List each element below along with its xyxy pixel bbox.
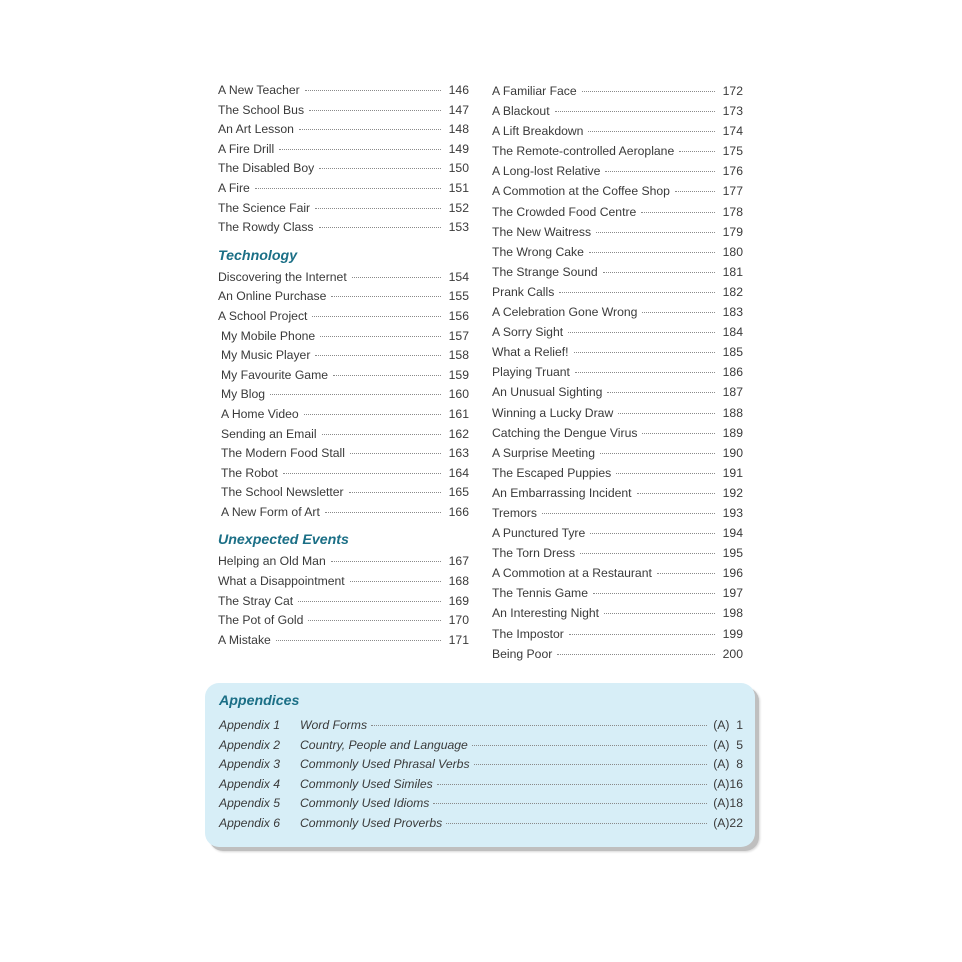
appendices-panel bbox=[205, 683, 755, 847]
toc-entry-page: 166 bbox=[448, 504, 469, 519]
toc-entry-page: 184 bbox=[722, 325, 743, 340]
toc-entry-title: An Online Purchase bbox=[218, 289, 327, 304]
dot-leader bbox=[679, 151, 715, 152]
toc-entry[interactable] bbox=[218, 307, 469, 327]
appendix-page: (A) 1 bbox=[713, 718, 743, 732]
dot-leader bbox=[575, 372, 715, 373]
toc-entry-title: A Punctured Tyre bbox=[492, 526, 586, 541]
toc-entry-title: The Robot bbox=[221, 465, 278, 480]
toc-entry-page: 183 bbox=[722, 305, 743, 320]
toc-entry-title: The Remote-controlled Aeroplane bbox=[492, 144, 675, 159]
toc-entry-title: Playing Truant bbox=[492, 365, 570, 380]
toc-entry[interactable] bbox=[492, 202, 743, 222]
toc-entry[interactable] bbox=[218, 81, 469, 101]
section-heading-appendices: Appendices bbox=[219, 693, 300, 709]
toc-entry-page: 159 bbox=[448, 367, 469, 382]
appendix-entry[interactable] bbox=[219, 716, 743, 736]
toc-entry-page: 148 bbox=[448, 122, 469, 137]
toc-entry[interactable] bbox=[218, 631, 469, 651]
toc-entry-page: 155 bbox=[448, 289, 469, 304]
toc-entry-page: 154 bbox=[448, 269, 469, 284]
toc-entry[interactable] bbox=[492, 543, 743, 563]
dot-leader bbox=[270, 394, 441, 395]
toc-entry-title: The Tennis Game bbox=[492, 586, 588, 601]
dot-leader bbox=[331, 296, 441, 297]
appendix-title: Country, People and Language bbox=[300, 737, 468, 752]
toc-entry-page: 190 bbox=[722, 445, 743, 460]
dot-leader bbox=[299, 129, 441, 130]
toc-entry-title: A School Project bbox=[218, 308, 308, 323]
appendix-entry[interactable] bbox=[219, 755, 743, 775]
appendix-page: (A)18 bbox=[713, 796, 743, 811]
toc-entry[interactable] bbox=[218, 425, 469, 445]
toc-entry[interactable] bbox=[218, 101, 469, 121]
dot-leader bbox=[312, 316, 441, 317]
toc-entry-title: Helping an Old Man bbox=[218, 554, 326, 569]
toc-entry-page: 176 bbox=[722, 164, 743, 179]
toc-entry[interactable] bbox=[492, 322, 743, 342]
toc-entry-page: 178 bbox=[722, 204, 743, 219]
toc-entry[interactable] bbox=[218, 503, 469, 523]
toc-entry-page: 198 bbox=[722, 606, 743, 621]
dot-leader bbox=[304, 414, 441, 415]
toc-entry-title: The Disabled Boy bbox=[218, 161, 315, 176]
toc-entry-title: The School Bus bbox=[218, 102, 305, 117]
toc-entry-title: An Embarrassing Incident bbox=[492, 485, 632, 500]
appendix-label: Appendix 5 bbox=[219, 796, 280, 811]
appendix-page: (A) 5 bbox=[713, 737, 743, 752]
toc-entry-title: A Home Video bbox=[221, 406, 299, 421]
toc-entry-page: 160 bbox=[448, 387, 469, 402]
toc-entry-page: 179 bbox=[722, 224, 743, 239]
appendix-label: Appendix 4 bbox=[219, 776, 280, 791]
appendix-title: Commonly Used Similes bbox=[300, 776, 433, 791]
toc-entry-title: Tremors bbox=[492, 505, 537, 520]
toc-entry-page: 197 bbox=[722, 586, 743, 601]
dot-leader bbox=[333, 375, 441, 376]
toc-entry-title: An Interesting Night bbox=[492, 606, 600, 621]
toc-entry-title: A Fire Drill bbox=[218, 141, 275, 156]
toc-entry[interactable] bbox=[492, 242, 743, 262]
dot-leader bbox=[593, 593, 715, 594]
toc-entry-title: The Escaped Puppies bbox=[492, 465, 612, 480]
toc-entry-page: 182 bbox=[722, 284, 743, 299]
toc-right-column bbox=[492, 81, 743, 664]
dot-leader bbox=[600, 453, 715, 454]
dot-leader bbox=[474, 764, 708, 765]
toc-entry[interactable] bbox=[218, 268, 469, 288]
appendix-label: Appendix 2 bbox=[219, 737, 280, 752]
toc-entry-page: 151 bbox=[448, 180, 469, 195]
toc-entry-page: 194 bbox=[722, 526, 743, 541]
toc-entry-title: The New Waitress bbox=[492, 224, 592, 239]
toc-entry[interactable] bbox=[218, 346, 469, 366]
toc-entry[interactable] bbox=[218, 483, 469, 503]
toc-entry[interactable] bbox=[492, 443, 743, 463]
toc-entry-title: The Rowdy Class bbox=[218, 220, 314, 235]
toc-entry[interactable] bbox=[218, 592, 469, 612]
dot-leader bbox=[349, 492, 441, 493]
toc-entry-title: A Lift Breakdown bbox=[492, 124, 584, 139]
dot-leader bbox=[605, 171, 715, 172]
toc-entry-page: 192 bbox=[722, 485, 743, 500]
dot-leader bbox=[322, 434, 441, 435]
toc-entry-page: 174 bbox=[722, 124, 743, 139]
toc-entry-title: A Blackout bbox=[492, 104, 550, 119]
toc-entry[interactable] bbox=[218, 572, 469, 592]
dot-leader bbox=[305, 90, 441, 91]
toc-entry-page: 168 bbox=[448, 574, 469, 589]
dot-leader bbox=[298, 601, 441, 602]
toc-entry[interactable] bbox=[492, 121, 743, 141]
dot-leader bbox=[446, 823, 707, 824]
dot-leader bbox=[557, 654, 715, 655]
toc-entry-title: Sending an Email bbox=[221, 426, 317, 441]
appendix-title: Commonly Used Phrasal Verbs bbox=[300, 757, 470, 772]
dot-leader bbox=[279, 149, 441, 150]
toc-entry[interactable] bbox=[218, 199, 469, 219]
toc-entry[interactable] bbox=[492, 463, 743, 483]
toc-entry[interactable] bbox=[492, 523, 743, 543]
toc-entry-title: A Sorry Sight bbox=[492, 325, 564, 340]
dot-leader bbox=[350, 581, 441, 582]
toc-entry[interactable] bbox=[218, 140, 469, 160]
dot-leader bbox=[657, 573, 715, 574]
dot-leader bbox=[574, 352, 715, 353]
toc-entry-page: 165 bbox=[448, 485, 469, 500]
toc-entry-page: 180 bbox=[722, 244, 743, 259]
dot-leader bbox=[641, 212, 715, 213]
dot-leader bbox=[319, 227, 441, 228]
toc-entry-page: 147 bbox=[448, 102, 469, 117]
section-heading-technology: Technology bbox=[218, 247, 298, 264]
toc-entry-title: The Modern Food Stall bbox=[221, 446, 345, 461]
toc-entry-page: 195 bbox=[722, 546, 743, 561]
toc-entry-title: Discovering the Internet bbox=[218, 269, 347, 284]
toc-entry[interactable] bbox=[492, 603, 743, 623]
toc-entry-page: 162 bbox=[448, 426, 469, 441]
dot-leader bbox=[319, 168, 441, 169]
appendix-label: Appendix 3 bbox=[219, 757, 280, 772]
toc-entry-page: 146 bbox=[448, 83, 469, 97]
toc-entry[interactable] bbox=[492, 302, 743, 322]
dot-leader bbox=[542, 513, 715, 514]
dot-leader bbox=[320, 336, 441, 337]
toc-entry-page: 153 bbox=[448, 220, 469, 235]
toc-entry[interactable] bbox=[492, 644, 743, 664]
toc-entry-title: A Celebration Gone Wrong bbox=[492, 305, 638, 320]
appendix-page: (A)22 bbox=[713, 815, 743, 830]
dot-leader bbox=[604, 613, 715, 614]
toc-entry[interactable] bbox=[218, 218, 469, 238]
dot-leader bbox=[283, 473, 441, 474]
dot-leader bbox=[675, 191, 715, 192]
appendix-label: Appendix 6 bbox=[219, 815, 280, 830]
dot-leader bbox=[555, 111, 715, 112]
dot-leader bbox=[569, 634, 715, 635]
toc-entry-title: An Unusual Sighting bbox=[492, 385, 603, 400]
toc-entry[interactable] bbox=[218, 366, 469, 386]
dot-leader bbox=[588, 131, 715, 132]
toc-entry[interactable] bbox=[492, 141, 743, 161]
toc-left-column bbox=[218, 81, 469, 650]
dot-leader bbox=[315, 355, 441, 356]
toc-entry-page: 167 bbox=[448, 554, 469, 569]
toc-entry-page: 191 bbox=[722, 465, 743, 480]
dot-leader bbox=[472, 745, 707, 746]
toc-entry-title: The School Newsletter bbox=[221, 485, 344, 500]
toc-entry[interactable] bbox=[218, 120, 469, 140]
toc-entry-page: 150 bbox=[448, 161, 469, 176]
toc-entry-title: The Wrong Cake bbox=[492, 244, 584, 259]
toc-entry-title: The Stray Cat bbox=[218, 593, 294, 608]
toc-entry[interactable] bbox=[492, 483, 743, 503]
dot-leader bbox=[350, 453, 441, 454]
appendix-entry[interactable] bbox=[219, 814, 743, 834]
toc-entry-page: 171 bbox=[448, 632, 469, 647]
dot-leader bbox=[308, 620, 441, 621]
appendix-entry[interactable] bbox=[219, 736, 743, 756]
toc-entry[interactable] bbox=[492, 624, 743, 644]
toc-entry[interactable] bbox=[492, 382, 743, 402]
toc-entry-title: What a Relief! bbox=[492, 345, 569, 360]
toc-entry-page: 149 bbox=[448, 141, 469, 156]
toc-entry[interactable] bbox=[218, 385, 469, 405]
toc-entry[interactable] bbox=[492, 81, 743, 101]
toc-entry-title: A Fire bbox=[218, 180, 250, 195]
toc-entry-title: A Surprise Meeting bbox=[492, 445, 595, 460]
toc-entry-title: The Strange Sound bbox=[492, 264, 598, 279]
toc-entry-title: My Music Player bbox=[221, 348, 311, 363]
toc-entry-title: My Favourite Game bbox=[221, 367, 329, 382]
toc-entry-page: 152 bbox=[448, 200, 469, 215]
dot-leader bbox=[596, 232, 715, 233]
dot-leader bbox=[568, 332, 715, 333]
dot-leader bbox=[437, 784, 707, 785]
toc-entry-title: Winning a Lucky Draw bbox=[492, 405, 614, 420]
toc-entry-page: 158 bbox=[448, 348, 469, 363]
appendix-label: Appendix 1 bbox=[219, 718, 280, 732]
dot-leader bbox=[433, 803, 707, 804]
dot-leader bbox=[559, 292, 715, 293]
toc-entry-page: 199 bbox=[722, 626, 743, 641]
toc-entry-title: The Impostor bbox=[492, 626, 564, 641]
toc-entry[interactable] bbox=[492, 222, 743, 242]
dot-leader bbox=[607, 392, 715, 393]
toc-entry-page: 177 bbox=[722, 184, 743, 199]
toc-entry-page: 181 bbox=[722, 264, 743, 279]
dot-leader bbox=[371, 725, 707, 726]
toc-group-unexpected-events bbox=[218, 552, 469, 650]
toc-entry-page: 196 bbox=[722, 566, 743, 581]
toc-entry-title: The Pot of Gold bbox=[218, 613, 304, 628]
dot-leader bbox=[352, 277, 441, 278]
dot-leader bbox=[618, 413, 715, 414]
toc-entry[interactable] bbox=[218, 405, 469, 425]
toc-entry-page: 170 bbox=[448, 613, 469, 628]
dot-leader bbox=[642, 312, 715, 313]
appendix-page: (A)16 bbox=[713, 776, 743, 791]
dot-leader bbox=[616, 473, 715, 474]
toc-entry-page: 200 bbox=[722, 646, 743, 661]
toc-entry[interactable] bbox=[492, 503, 743, 523]
toc-entry-title: An Art Lesson bbox=[218, 122, 294, 137]
toc-entry[interactable] bbox=[492, 362, 743, 382]
dot-leader bbox=[637, 493, 715, 494]
toc-entry-title: A Familiar Face bbox=[492, 84, 577, 98]
toc-entry[interactable] bbox=[492, 181, 743, 201]
appendix-title: Commonly Used Proverbs bbox=[300, 815, 443, 830]
dot-leader bbox=[309, 110, 441, 111]
toc-entry-page: 172 bbox=[722, 84, 743, 98]
dot-leader bbox=[255, 188, 441, 189]
toc-entry-title: Prank Calls bbox=[492, 284, 555, 299]
toc-group-general bbox=[218, 81, 469, 238]
toc-entry[interactable] bbox=[492, 403, 743, 423]
appendix-entry[interactable] bbox=[219, 775, 743, 795]
toc-entry-title: The Science Fair bbox=[218, 200, 311, 215]
toc-entry-page: 186 bbox=[722, 365, 743, 380]
toc-entry[interactable] bbox=[218, 464, 469, 484]
toc-entry-title: Being Poor bbox=[492, 646, 553, 661]
dot-leader bbox=[582, 91, 715, 92]
toc-entry[interactable] bbox=[492, 262, 743, 282]
toc-entry[interactable] bbox=[218, 611, 469, 631]
appendix-page: (A) 8 bbox=[713, 757, 743, 772]
appendix-entry[interactable] bbox=[219, 794, 743, 814]
toc-entry[interactable] bbox=[492, 563, 743, 583]
toc-entry-page: 187 bbox=[722, 385, 743, 400]
toc-entry-title: What a Disappointment bbox=[218, 574, 345, 589]
dot-leader bbox=[331, 561, 441, 562]
toc-entry[interactable] bbox=[218, 444, 469, 464]
toc-entry-page: 193 bbox=[722, 505, 743, 520]
appendix-list bbox=[219, 716, 743, 834]
toc-entry-title: A Commotion at the Coffee Shop bbox=[492, 184, 670, 199]
toc-entry-title: Catching the Dengue Virus bbox=[492, 425, 638, 440]
toc-entry-title: The Crowded Food Centre bbox=[492, 204, 637, 219]
section-heading-unexpected-events: Unexpected Events bbox=[218, 532, 349, 549]
toc-group-technology bbox=[218, 268, 469, 523]
toc-entry[interactable] bbox=[492, 583, 743, 603]
toc-entry-page: 175 bbox=[722, 144, 743, 159]
toc-entry[interactable] bbox=[218, 552, 469, 572]
toc-entry-title: The Torn Dress bbox=[492, 546, 576, 561]
toc-entry-title: A Mistake bbox=[218, 632, 271, 647]
toc-entry[interactable] bbox=[218, 159, 469, 179]
toc-entry-title: A New Teacher bbox=[218, 83, 300, 97]
toc-entry[interactable] bbox=[492, 342, 743, 362]
toc-entry-title: A New Form of Art bbox=[221, 504, 320, 519]
toc-entry-page: 189 bbox=[722, 425, 743, 440]
dot-leader bbox=[315, 208, 441, 209]
toc-entry-page: 156 bbox=[448, 308, 469, 323]
toc-entry-title: A Long-lost Relative bbox=[492, 164, 601, 179]
toc-entry[interactable] bbox=[492, 282, 743, 302]
dot-leader bbox=[642, 433, 715, 434]
dot-leader bbox=[325, 512, 441, 513]
dot-leader bbox=[276, 640, 441, 641]
toc-entry-title: A Commotion at a Restaurant bbox=[492, 566, 652, 581]
toc-entry-title: My Mobile Phone bbox=[221, 328, 316, 343]
toc-entry-title: My Blog bbox=[221, 387, 266, 402]
toc-entry-page: 157 bbox=[448, 328, 469, 343]
dot-leader bbox=[590, 533, 715, 534]
dot-leader bbox=[580, 553, 715, 554]
toc-entry[interactable] bbox=[492, 101, 743, 121]
toc-entry[interactable] bbox=[492, 161, 743, 181]
toc-entry-page: 173 bbox=[722, 104, 743, 119]
toc-entry[interactable] bbox=[218, 287, 469, 307]
toc-entry-page: 163 bbox=[448, 446, 469, 461]
toc-entry[interactable] bbox=[492, 423, 743, 443]
dot-leader bbox=[603, 272, 715, 273]
appendix-title: Commonly Used Idioms bbox=[300, 796, 430, 811]
toc-entry[interactable] bbox=[218, 179, 469, 199]
appendix-title: Word Forms bbox=[300, 718, 368, 732]
toc-entry-page: 164 bbox=[448, 465, 469, 480]
toc-entry-page: 161 bbox=[448, 406, 469, 421]
toc-entry-page: 169 bbox=[448, 593, 469, 608]
toc-entry[interactable] bbox=[218, 327, 469, 347]
toc-entry-page: 185 bbox=[722, 345, 743, 360]
dot-leader bbox=[589, 252, 715, 253]
toc-entry-page: 188 bbox=[722, 405, 743, 420]
